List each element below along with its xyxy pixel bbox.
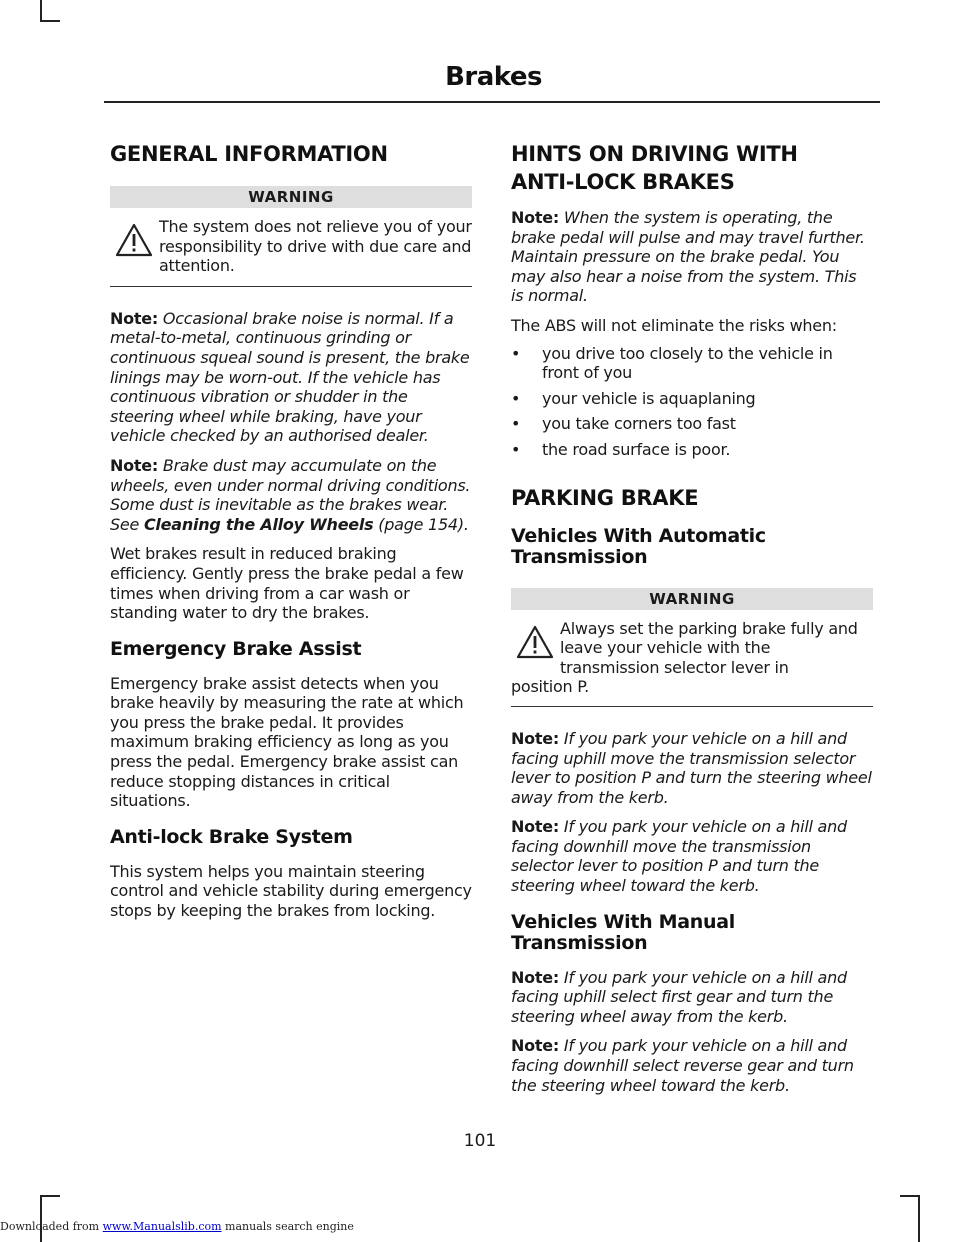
warning-box (110, 186, 472, 287)
cross-reference-link[interactable]: Cleaning the Alloy Wheels (143, 514, 374, 534)
warning-text-tail: position P. (511, 677, 589, 697)
anti-lock-brake-heading: Anti-lock Brake System (110, 825, 353, 848)
note-abs-operation (511, 208, 873, 306)
list-item (511, 344, 873, 383)
crop-mark (40, 20, 60, 22)
note-label: Note: (511, 728, 560, 748)
crop-mark (918, 1195, 920, 1242)
wet-brakes-paragraph: Wet brakes result in reduced braking efficiency. Gently press the brake pedal a few times when driving from a car wash or standing water to dry the brakes. (110, 544, 464, 623)
note-label: Note: (110, 455, 159, 475)
bullet-marker: • (511, 414, 521, 434)
header-divider (104, 101, 880, 103)
automatic-transmission-heading (511, 526, 873, 568)
note-uphill-manual (511, 968, 873, 1027)
note-label: Note: (511, 208, 560, 227)
note-uphill-automatic (511, 729, 873, 807)
bullet-marker: • (511, 343, 521, 363)
note-brake-dust (110, 456, 472, 534)
note-text: If you park your vehicle on a hill and facing uphill select first gear and turn the steering wheel away from the kerb. (511, 967, 847, 1026)
warning-text: The system does not relieve you of your responsibility to drive with due care and attention. (159, 217, 472, 276)
note-label: Note: (511, 967, 560, 987)
abs-risks-intro: The ABS will not eliminate the risks when: (511, 315, 837, 335)
warning-triangle-icon (114, 222, 154, 258)
note-text: If you park your vehicle on a hill and facing downhill select reverse gear and turn the steering wheel toward the kerb. (511, 1036, 854, 1095)
warning-box (511, 588, 873, 707)
page-number: 101 (463, 1131, 497, 1151)
page-reference: (page 154). (373, 514, 469, 534)
warning-label: WARNING (511, 588, 873, 610)
warning-body (110, 208, 472, 287)
list-item-text: you drive too closely to the vehicle in front of you (542, 343, 833, 383)
automatic-heading-line2: Transmission (511, 545, 648, 568)
warning-triangle-icon (515, 624, 555, 660)
general-information-heading: GENERAL INFORMATION (110, 142, 388, 166)
note-text: When the system is operating, the brake pedal will pulse and may travel further. Maintain pressure on the brake pedal. You may also hear a noise from the system. This is normal. (511, 208, 865, 306)
warning-label: WARNING (110, 186, 472, 208)
left-column (110, 140, 472, 921)
note-text: If you park your vehicle on a hill and facing uphill move the transmission selector lever to position P and turn the steering wheel away from the kerb. (511, 728, 872, 807)
manualslib-link[interactable]: www.Manualslib.com (102, 1220, 222, 1233)
footer-suffix: manuals search engine (221, 1220, 354, 1233)
manual-heading-line2: Transmission (511, 931, 648, 954)
list-item-text: the road surface is poor. (542, 439, 731, 459)
page-section-title: Brakes (445, 62, 542, 92)
emergency-brake-assist-text: Emergency brake assist detects when you brake heavily by measuring the rate at which you press the brake pedal. It provides maximum braking efficiency as long as you press the pedal. Emergency brake assist can reduce stopping distances in critical situations. (110, 673, 464, 811)
anti-lock-brake-text: This system helps you maintain steering control and vehicle stability during emergency stops by keeping the brakes from locking. (110, 861, 472, 921)
right-column (511, 140, 873, 1095)
note-label: Note: (511, 817, 560, 837)
manual-transmission-heading (511, 912, 873, 954)
hints-heading-line2: ANTI-LOCK BRAKES (511, 170, 735, 194)
bullet-marker: • (511, 388, 521, 408)
warning-text: Always set the parking brake fully and leave your vehicle with the transmission selector lever in (560, 618, 858, 677)
crop-mark (40, 1195, 42, 1242)
emergency-brake-assist-heading: Emergency Brake Assist (110, 637, 362, 660)
note-text: Occasional brake noise is normal. If a metal-to-metal, continuous grinding or continuous squeal sound is present, the brake linings may be worn-out. If the vehicle has continuous vibration or shudder in the steering wheel while braking, have your vehicle checked by an authorised dealer. (110, 308, 470, 446)
list-item (511, 389, 873, 409)
list-item-text: your vehicle is aquaplaning (542, 388, 756, 408)
crop-mark (40, 0, 42, 22)
footer-prefix: Downloaded from (0, 1220, 103, 1233)
download-footer (0, 1220, 354, 1233)
warning-body (511, 610, 873, 707)
list-item-text: you take corners too fast (542, 414, 736, 434)
note-text: If you park your vehicle on a hill and facing downhill move the transmission selector lever to position P and turn the steering wheel toward the kerb. (511, 817, 847, 896)
note-label: Note: (110, 308, 159, 328)
manual-heading-line1: Vehicles With Manual (511, 910, 735, 933)
automatic-heading-line1: Vehicles With Automatic (511, 524, 766, 547)
hints-heading (511, 140, 873, 196)
abs-risks-list (511, 344, 873, 460)
list-item (511, 414, 873, 434)
note-text: Brake dust may accumulate on the wheels, even under normal driving conditions. Some dust is inevitable as the brakes wear. See (110, 455, 471, 534)
hints-heading-line1: HINTS ON DRIVING WITH (511, 142, 798, 166)
bullet-marker: • (511, 439, 521, 459)
note-brake-noise (110, 309, 472, 446)
note-label: Note: (511, 1036, 560, 1056)
note-downhill-automatic (511, 817, 873, 895)
crop-mark (900, 1195, 920, 1197)
crop-mark (40, 1195, 60, 1197)
list-item (511, 440, 873, 460)
parking-brake-heading: PARKING BRAKE (511, 485, 699, 510)
note-downhill-manual (511, 1036, 873, 1095)
